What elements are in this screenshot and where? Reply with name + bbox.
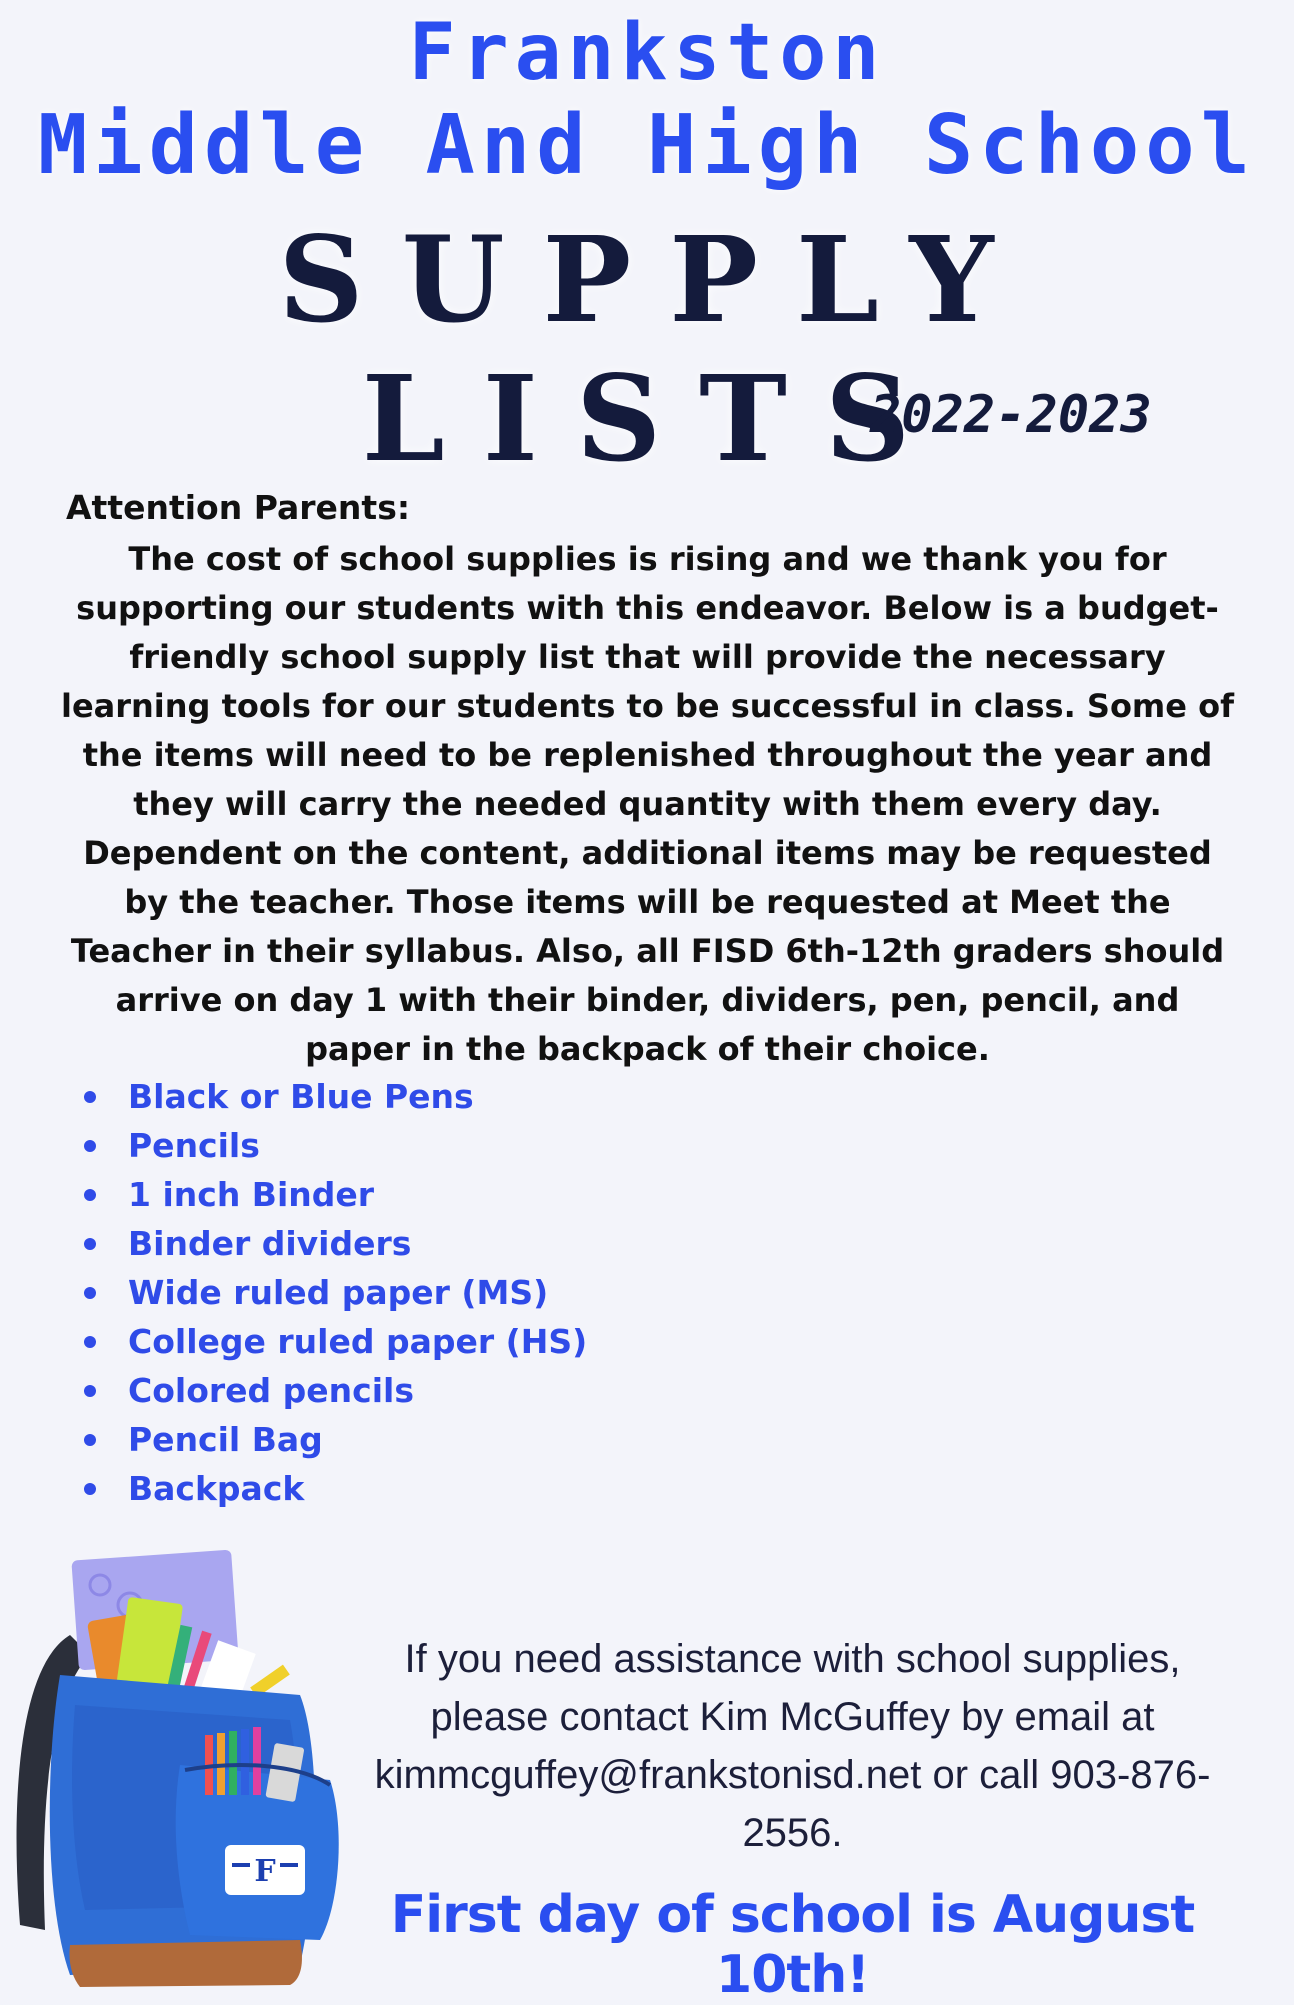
supply-item-label: Pencil Bag <box>128 1420 323 1459</box>
bullet-icon <box>84 1483 96 1495</box>
notice-body: The cost of school supplies is rising and we thank you for supporting our students with this endeavor. Below is a budget- friendly school supply list that will provide the necessary learning tools for our students to be successful in class. Some of the items will need to be replenished throughout the year and they will carry the needed quantity with them every day. Dependent on the content, additional items may be requested by the teacher. Those items will be requested at Meet the Teacher in their syllabus. Also, all FISD 6th-12th graders should arrive on day 1 with their binder, dividers, pen, pencil, and paper in the backpack of their choice. <box>60 540 1235 1068</box>
school-name: Frankston <box>408 8 886 98</box>
bullet-icon <box>84 1385 96 1397</box>
bullet-icon <box>84 1287 96 1299</box>
supply-item-label: Colored pencils <box>128 1371 414 1410</box>
list-item <box>84 1415 587 1464</box>
supply-item-label: Wide ruled paper (MS) <box>128 1273 549 1312</box>
contact-text: If you need assistance with school supplies, please contact Kim McGuffey by email at kimmcguffey@frankstonisd.net or call 903-876-2556. <box>374 1637 1211 1855</box>
first-day-banner: First day of school is August 10th! <box>390 1885 1195 2005</box>
list-item <box>84 1121 587 1170</box>
supply-list <box>84 1072 587 1513</box>
notice-label: Attention Parents: <box>66 488 411 527</box>
bullet-icon <box>84 1140 96 1152</box>
supply-item-label: 1 inch Binder <box>128 1175 375 1214</box>
supply-item-label: Pencils <box>128 1126 260 1165</box>
school-subtitle: Middle And High School <box>37 98 1257 193</box>
supply-item-label: College ruled paper (HS) <box>128 1322 588 1361</box>
list-item <box>84 1219 587 1268</box>
list-item <box>84 1170 587 1219</box>
supply-item-label: Black or Blue Pens <box>128 1077 474 1116</box>
logo-text: F <box>254 1854 276 1889</box>
supply-item-label: Binder dividers <box>128 1224 412 1263</box>
bullet-icon <box>84 1336 96 1348</box>
page-title: SUPPLY LISTS <box>278 210 1032 488</box>
bullet-icon <box>84 1434 96 1446</box>
list-item <box>84 1268 587 1317</box>
bullet-icon <box>84 1189 96 1201</box>
bullet-icon <box>84 1091 96 1103</box>
list-item <box>84 1072 587 1121</box>
school-year: 2022-2023 <box>870 385 1152 445</box>
list-item <box>84 1464 587 1513</box>
bullet-icon <box>84 1238 96 1250</box>
backpack-icon <box>0 1545 360 1990</box>
supply-item-label: Backpack <box>128 1469 305 1508</box>
list-item <box>84 1366 587 1415</box>
list-item <box>84 1317 587 1366</box>
